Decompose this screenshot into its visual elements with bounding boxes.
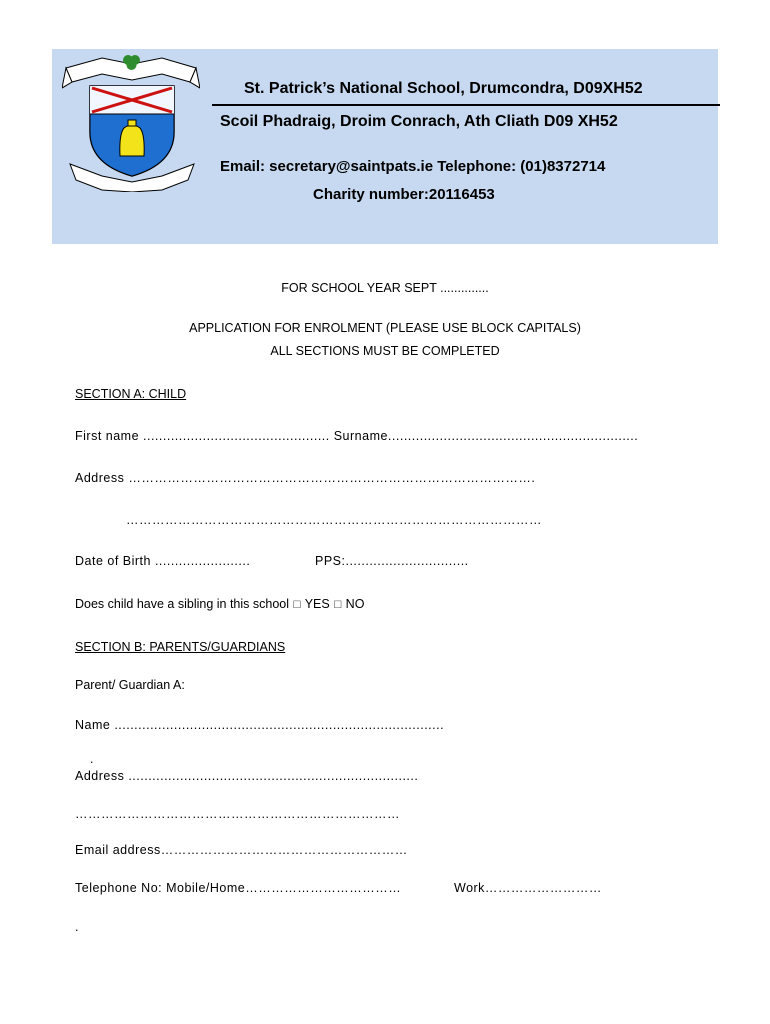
charity-number: Charity number:20116453 (313, 186, 495, 203)
parent-name-field[interactable]: Name ................................................................................... (75, 718, 445, 732)
stray-dot: . (90, 752, 94, 766)
yes-checkbox-icon[interactable]: ☐ (292, 600, 302, 611)
school-name-irish: Scoil Phadraig, Droim Conrach, Ath Cliath D09 XH52 (220, 113, 618, 130)
school-year-line: FOR SCHOOL YEAR SEPT .............. (281, 281, 489, 295)
section-b-heading: SECTION B: PARENTS/GUARDIANS (75, 640, 286, 654)
email-field[interactable]: Email address………………………………………………… (75, 843, 408, 857)
sibling-label: Does child have a sibling in this school (75, 597, 290, 611)
no-checkbox-icon[interactable]: ☐ (333, 600, 343, 611)
date-of-birth-field[interactable]: Date of Birth ........................ (75, 554, 251, 568)
header-divider (212, 104, 720, 106)
child-address-line-2[interactable]: …………………………………………………………………………………… (126, 513, 542, 527)
work-phone-field[interactable]: Work……………………… (454, 881, 602, 895)
school-crest-logo (62, 52, 200, 192)
child-address-line-1[interactable]: Address …………………………………………………………………………………. (75, 471, 536, 485)
no-option-label: NO (345, 597, 365, 611)
parent-a-label: Parent/ Guardian A: (75, 678, 185, 692)
parent-address-line-2[interactable]: ………………………………………………………………… (75, 807, 400, 821)
telephone-field[interactable]: Telephone No: Mobile/Home……………………………… (75, 881, 402, 895)
sibling-question (75, 597, 364, 611)
pps-field[interactable]: PPS:............................... (315, 554, 469, 568)
yes-option-label: YES (304, 597, 330, 611)
trailing-dot: . (75, 920, 79, 934)
form-title: APPLICATION FOR ENROLMENT (PLEASE USE BLOCK CAPITALS) (189, 321, 581, 335)
parent-address-field[interactable]: Address ......................................................................... (75, 769, 419, 783)
contact-line: Email: secretary@saintpats.ie Telephone: (01)8372714 (220, 158, 606, 175)
section-a-heading: SECTION A: CHILD (75, 387, 187, 401)
form-instruction: ALL SECTIONS MUST BE COMPLETED (270, 344, 500, 358)
name-fields[interactable]: First name ............................................... Surname............................................................... (75, 429, 639, 443)
school-name-english: St. Patrick’s National School, Drumcondra, D09XH52 (244, 80, 643, 97)
